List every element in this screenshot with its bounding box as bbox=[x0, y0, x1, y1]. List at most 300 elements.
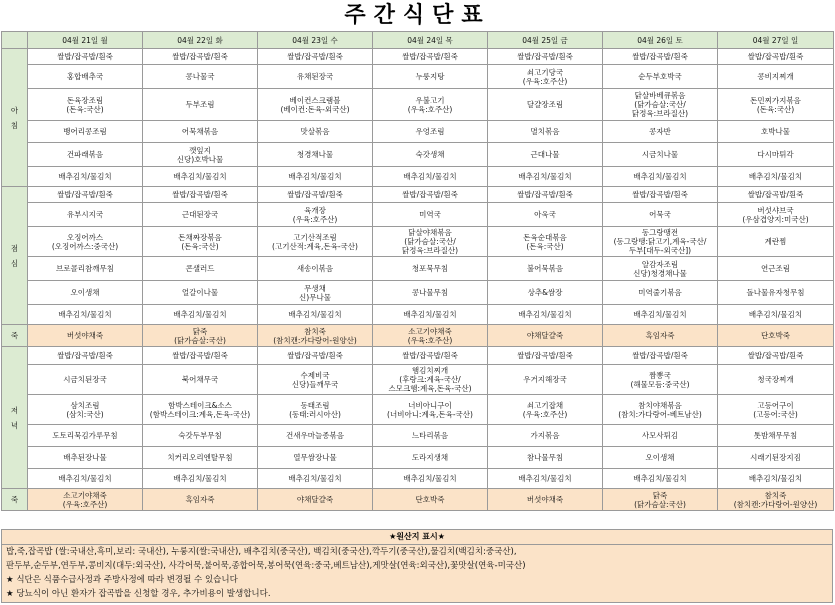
menu-cell bbox=[373, 187, 488, 203]
menu-cell bbox=[373, 447, 488, 469]
meal-label bbox=[2, 49, 28, 187]
menu-row bbox=[2, 121, 834, 143]
menu-item: (우육:호주산) bbox=[292, 214, 338, 224]
menu-cell bbox=[143, 257, 258, 281]
menu-item: (참치:가다랑어-베트남산) bbox=[618, 409, 702, 419]
menu-item: (우육:호주산) bbox=[62, 499, 108, 509]
menu-item: 돈민찌가지볶음 bbox=[750, 95, 801, 105]
menu-cell bbox=[28, 469, 143, 489]
menu-item: 유채된장국 bbox=[296, 72, 334, 81]
menu-cell bbox=[488, 89, 603, 121]
menu-cell bbox=[488, 325, 603, 347]
menu-cell bbox=[718, 187, 834, 203]
menu-cell bbox=[488, 469, 603, 489]
menu-item: 배추된장나물 bbox=[63, 453, 107, 462]
menu-table bbox=[1, 31, 834, 511]
menu-cell bbox=[258, 325, 373, 347]
menu-cell bbox=[143, 89, 258, 121]
menu-item: 미역줄기볶음 bbox=[638, 288, 682, 297]
menu-item: (닭가슴살:국산) bbox=[634, 499, 686, 509]
menu-item: 쌀밥/잡곡밥/흰죽 bbox=[632, 190, 688, 199]
menu-cell bbox=[258, 65, 373, 89]
menu-cell bbox=[373, 167, 488, 187]
menu-cell bbox=[488, 49, 603, 65]
menu-item: 너비아니구이 bbox=[408, 400, 452, 410]
menu-cell bbox=[603, 65, 718, 89]
menu-cell bbox=[28, 65, 143, 89]
menu-cell bbox=[488, 395, 603, 425]
menu-cell bbox=[718, 49, 834, 65]
menu-item: 브로콜리참깨무침 bbox=[56, 264, 114, 273]
menu-cell bbox=[488, 203, 603, 227]
menu-cell bbox=[258, 305, 373, 325]
menu-item: 숙갓생채 bbox=[415, 150, 445, 159]
menu-cell bbox=[718, 325, 834, 347]
menu-item: 삼치조림 bbox=[70, 400, 100, 410]
day-header: 04월 27일 일 bbox=[718, 32, 834, 49]
menu-item: 오징어까스 bbox=[66, 232, 104, 242]
menu-cell bbox=[28, 305, 143, 325]
menu-cell bbox=[373, 325, 488, 347]
menu-item: 단호박죽 bbox=[415, 495, 445, 504]
menu-cell bbox=[143, 395, 258, 425]
menu-cell bbox=[718, 469, 834, 489]
menu-item: 아욱국 bbox=[534, 210, 556, 219]
menu-row bbox=[2, 395, 834, 425]
menu-item: 쌀밥/잡곡밥/흰죽 bbox=[402, 351, 458, 360]
notes-line: ★ 당뇨식이 아닌 환자가 잡곡밥을 신청할 경우, 추가비용이 발생합니다. bbox=[6, 589, 271, 599]
menu-item: 어묵국 bbox=[649, 210, 671, 219]
menu-cell bbox=[258, 257, 373, 281]
meal-label bbox=[2, 325, 28, 347]
menu-item: 불어묵볶음 bbox=[526, 264, 564, 273]
menu-cell bbox=[258, 187, 373, 203]
menu-item: 배추김치/물김치 bbox=[633, 172, 687, 181]
menu-cell bbox=[373, 469, 488, 489]
menu-item: 오이생채 bbox=[645, 453, 675, 462]
menu-cell bbox=[488, 167, 603, 187]
origin-notes bbox=[1, 529, 833, 603]
menu-row bbox=[2, 305, 834, 325]
menu-cell bbox=[28, 121, 143, 143]
menu-row bbox=[2, 447, 834, 469]
menu-item: 배추김치/물김치 bbox=[748, 310, 803, 319]
menu-item: 배추김치/물김치 bbox=[403, 474, 457, 483]
day-header: 04월 21일 월 bbox=[28, 32, 143, 49]
menu-cell bbox=[488, 305, 603, 325]
menu-item: 쌀밥/잡곡밥/흰죽 bbox=[402, 52, 458, 61]
menu-cell bbox=[603, 143, 718, 167]
menu-cell bbox=[488, 121, 603, 143]
menu-item: 배추김치/물김치 bbox=[403, 310, 457, 319]
menu-item: 돌나물유자청무침 bbox=[746, 288, 805, 297]
menu-item: (고기산적:계육,돈육-국산) bbox=[272, 241, 358, 251]
menu-cell bbox=[373, 203, 488, 227]
menu-cell bbox=[603, 469, 718, 489]
menu-cell bbox=[603, 425, 718, 447]
menu-item: 청국장찌개 bbox=[757, 375, 794, 384]
menu-cell bbox=[488, 227, 603, 257]
menu-cell bbox=[258, 49, 373, 65]
corner-cell bbox=[2, 32, 28, 49]
menu-item: 시래기된장지짐 bbox=[750, 453, 801, 462]
menu-item: 동태조림 bbox=[300, 400, 330, 410]
menu-cell bbox=[718, 65, 834, 89]
menu-item: 시금치나물 bbox=[641, 150, 679, 159]
menu-cell bbox=[143, 425, 258, 447]
menu-cell bbox=[603, 365, 718, 395]
menu-cell bbox=[488, 447, 603, 469]
menu-item: (함박스테이크:계육,돈육-국산) bbox=[149, 409, 251, 419]
menu-item: 쌀밥/잡곡밥/흰죽 bbox=[747, 52, 804, 61]
menu-cell bbox=[718, 89, 834, 121]
menu-cell bbox=[143, 305, 258, 325]
menu-item: 어묵채볶음 bbox=[181, 127, 219, 136]
menu-item: 흑임자죽 bbox=[185, 495, 215, 504]
menu-item: 배추김치/물김치 bbox=[288, 474, 342, 483]
menu-cell bbox=[143, 143, 258, 167]
menu-cell bbox=[373, 281, 488, 305]
menu-item: 배추김치/물김치 bbox=[58, 474, 112, 483]
page-title: 주간식단표 bbox=[344, 3, 491, 28]
menu-cell bbox=[28, 447, 143, 469]
notes-heading: ★원산지 표시★ bbox=[2, 530, 832, 545]
menu-item: 고등어구이 bbox=[757, 400, 794, 410]
menu-item: 콩자반 bbox=[649, 127, 671, 136]
menu-cell bbox=[258, 281, 373, 305]
menu-item: 닭죽 bbox=[652, 490, 668, 500]
menu-item: (우육:호주산) bbox=[407, 335, 453, 345]
menu-item: 돈채짜장볶음 bbox=[178, 232, 222, 242]
menu-cell bbox=[373, 489, 488, 511]
menu-item: 청경채나물 bbox=[296, 150, 334, 159]
menu-item: 스모크햄:계육,돈육-국산) bbox=[388, 384, 472, 393]
menu-cell bbox=[143, 49, 258, 65]
menu-cell bbox=[603, 257, 718, 281]
menu-cell bbox=[143, 469, 258, 489]
menu-item: 닭살바베큐볶음 bbox=[634, 91, 686, 100]
menu-cell bbox=[258, 469, 373, 489]
menu-cell bbox=[718, 347, 834, 365]
menu-item: 호박나물 bbox=[761, 127, 790, 136]
menu-item: 청포묵무침 bbox=[411, 264, 449, 273]
menu-cell bbox=[28, 49, 143, 65]
menu-item: 수제비국 bbox=[300, 370, 330, 380]
menu-cell bbox=[488, 257, 603, 281]
menu-item: 배추김치/물김치 bbox=[173, 474, 227, 483]
menu-cell bbox=[718, 489, 834, 511]
menu-cell bbox=[718, 257, 834, 281]
menu-cell bbox=[373, 49, 488, 65]
menu-item: 버섯샤브국 bbox=[757, 205, 794, 215]
menu-cell bbox=[488, 187, 603, 203]
menu-item: 쌀밥/잡곡밥/흰죽 bbox=[172, 190, 228, 199]
menu-item: 쌀밥/잡곡밥/흰죽 bbox=[287, 190, 343, 199]
menu-cell bbox=[603, 489, 718, 511]
menu-item: 짬뽕국 bbox=[649, 370, 671, 380]
menu-item: 참치야채볶음 bbox=[638, 400, 682, 410]
day-header: 04월 25일 금 bbox=[488, 32, 603, 49]
menu-item: 콩나물무침 bbox=[411, 288, 449, 297]
menu-item: (우육:호주산) bbox=[522, 76, 568, 86]
menu-item: (동태:러시아산) bbox=[289, 409, 341, 419]
notes-line: 밥,죽,잡곡밥 (쌀:국내산,흑미,보리: 국내산), 누룽지(쌀:국내산), 배추김치(중국산), 백김치(중국산),깍두기(중국산),물김치(백김치:중국산), bbox=[6, 547, 517, 557]
menu-item: 새송이볶음 bbox=[296, 264, 334, 273]
menu-item: 뱅어리콩조림 bbox=[63, 127, 107, 136]
menu-item: 쌀밥/잡곡밥/흰죽 bbox=[517, 351, 573, 360]
menu-item: 베이컨스크램블 bbox=[289, 95, 341, 105]
menu-cell bbox=[143, 121, 258, 143]
meal-label-text: 죽 bbox=[10, 495, 19, 504]
menu-item: (우육:호주산) bbox=[522, 409, 568, 419]
menu-item: (우육:호주산) bbox=[407, 104, 453, 114]
menu-item: 야채달걀죽 bbox=[526, 331, 564, 340]
menu-cell bbox=[603, 305, 718, 325]
menu-item: 쌀밥/잡곡밥/흰죽 bbox=[747, 190, 804, 199]
menu-item: 버섯야채죽 bbox=[66, 331, 104, 340]
menu-cell bbox=[373, 143, 488, 167]
meal-label-text: 죽 bbox=[10, 331, 19, 340]
meal-label bbox=[2, 187, 28, 325]
menu-item: 쌀밥/잡곡밥/흰죽 bbox=[402, 190, 458, 199]
menu-item: 깻잎지 bbox=[189, 145, 211, 155]
menu-item: 유부시지국 bbox=[66, 210, 104, 219]
menu-item: 근대된장국 bbox=[181, 210, 219, 219]
menu-cell bbox=[143, 347, 258, 365]
menu-item: (베이컨:돈육-외국산) bbox=[280, 104, 350, 114]
menu-cell bbox=[373, 257, 488, 281]
menu-item: 신당)들깨무국 bbox=[291, 379, 339, 389]
menu-cell bbox=[258, 347, 373, 365]
menu-item: 배추김치/물김치 bbox=[633, 474, 687, 483]
menu-cell bbox=[28, 425, 143, 447]
menu-item: 배추김치/물김치 bbox=[633, 310, 687, 319]
header-row bbox=[2, 32, 834, 49]
menu-cell bbox=[28, 489, 143, 511]
menu-cell bbox=[373, 347, 488, 365]
menu-cell bbox=[143, 227, 258, 257]
menu-cell bbox=[603, 187, 718, 203]
menu-item: 맛살볶음 bbox=[300, 127, 330, 136]
menu-item: 배추김치/물김치 bbox=[748, 172, 803, 181]
menu-item: 도라지생채 bbox=[411, 453, 449, 462]
menu-cell bbox=[603, 121, 718, 143]
menu-row bbox=[2, 49, 834, 65]
menu-item: (참치캔:가다랑어-원양산) bbox=[273, 335, 357, 345]
menu-item: 단호박죽 bbox=[761, 331, 790, 340]
menu-item: 두부[대두-외국산]) bbox=[628, 246, 692, 255]
menu-item: (닭가슴살:국산/ bbox=[634, 100, 686, 109]
menu-row bbox=[2, 167, 834, 187]
menu-item: 다시마튀각 bbox=[757, 150, 794, 159]
menu-cell bbox=[143, 281, 258, 305]
menu-item: 시금치된장국 bbox=[63, 375, 107, 384]
menu-cell bbox=[603, 203, 718, 227]
menu-item: 쌀밥/잡곡밥/흰죽 bbox=[517, 52, 573, 61]
menu-item: 쌀밥/잡곡밥/흰죽 bbox=[172, 52, 228, 61]
menu-cell bbox=[603, 325, 718, 347]
menu-item: 배추김치/물김치 bbox=[58, 310, 112, 319]
notes-line: ★ 식단은 식품수급사정과 주방사정에 따라 변경될 수 있습니다 bbox=[6, 575, 238, 585]
menu-item: 함박스테이크&소스 bbox=[168, 400, 232, 410]
menu-item: 배추김치/물김치 bbox=[173, 172, 227, 181]
menu-item: 배추김치/물김치 bbox=[58, 172, 112, 181]
menu-item: 닭살야채볶음 bbox=[408, 228, 452, 237]
menu-item: 콘샐러드 bbox=[185, 264, 215, 273]
menu-item: 닭정육:브라질산) bbox=[631, 109, 689, 118]
menu-row bbox=[2, 89, 834, 121]
menu-cell bbox=[718, 395, 834, 425]
menu-item: 배추김치/물김치 bbox=[288, 310, 342, 319]
menu-item: 참치죽 bbox=[764, 490, 787, 500]
menu-item: 야채달걀죽 bbox=[296, 495, 334, 504]
menu-item: 알감자조림 bbox=[641, 259, 679, 269]
menu-cell bbox=[603, 347, 718, 365]
menu-item: 배추김치/물김치 bbox=[748, 474, 803, 483]
menu-cell bbox=[28, 365, 143, 395]
menu-item: 치커리오리엔탈무침 bbox=[167, 453, 233, 462]
menu-cell bbox=[718, 281, 834, 305]
meal-label bbox=[2, 347, 28, 489]
menu-item: 소고기야채죽 bbox=[63, 490, 107, 500]
menu-cell bbox=[488, 365, 603, 395]
menu-item: 건파래볶음 bbox=[66, 150, 104, 159]
menu-cell bbox=[718, 167, 834, 187]
menu-cell bbox=[718, 447, 834, 469]
menu-cell bbox=[28, 227, 143, 257]
menu-item: 멸치볶음 bbox=[530, 127, 560, 136]
menu-item: 신당)청경채나물 bbox=[633, 268, 687, 278]
menu-cell bbox=[143, 203, 258, 227]
menu-item: 느타리볶음 bbox=[411, 431, 449, 440]
menu-cell bbox=[373, 65, 488, 89]
menu-item: 상추&쌈장 bbox=[527, 288, 563, 297]
menu-item: 달걀장조림 bbox=[526, 100, 564, 109]
menu-item: 배추김치/물김치 bbox=[403, 172, 457, 181]
menu-cell bbox=[373, 425, 488, 447]
menu-item: 숙갓두부무침 bbox=[178, 431, 222, 440]
menu-cell bbox=[373, 227, 488, 257]
menu-row bbox=[2, 365, 834, 395]
menu-item: (고등어:국산) bbox=[753, 409, 798, 419]
menu-item: 신)무나물 bbox=[299, 292, 331, 302]
menu-cell bbox=[488, 65, 603, 89]
menu-item: (후랑크:계육-국산/ bbox=[399, 375, 461, 384]
menu-item: (돈육:국산) bbox=[756, 104, 795, 114]
menu-item: (닭가슴살:국산/ bbox=[404, 237, 456, 246]
menu-item: 가지볶음 bbox=[530, 431, 560, 440]
menu-item: 쌀밥/잡곡밥/흰죽 bbox=[287, 52, 343, 61]
menu-item: 쇠고기잡채 bbox=[526, 400, 564, 410]
menu-cell bbox=[373, 121, 488, 143]
menu-item: 계란찜 bbox=[764, 237, 787, 246]
menu-item: 동그랑땡전 bbox=[641, 228, 679, 237]
day-header: 04월 22일 화 bbox=[143, 32, 258, 49]
menu-item: 근대나물 bbox=[530, 150, 560, 159]
menu-cell bbox=[603, 395, 718, 425]
menu-row bbox=[2, 203, 834, 227]
menu-item: (삼치:국산) bbox=[66, 409, 104, 419]
menu-row bbox=[2, 227, 834, 257]
menu-item: 홍합배추국 bbox=[66, 72, 104, 81]
menu-item: 연근조림 bbox=[761, 264, 790, 273]
menu-cell bbox=[718, 121, 834, 143]
menu-item: 쌀밥/잡곡밥/흰죽 bbox=[172, 351, 228, 360]
menu-item: 돈육장조림 bbox=[66, 95, 104, 105]
day-header: 04월 26일 토 bbox=[603, 32, 718, 49]
menu-row bbox=[2, 257, 834, 281]
menu-cell bbox=[603, 49, 718, 65]
menu-item: 배추김치/물김치 bbox=[173, 310, 227, 319]
menu-cell bbox=[373, 305, 488, 325]
menu-item: (우삼겹양지:미국산) bbox=[742, 214, 809, 224]
menu-item: 고기산적조림 bbox=[293, 232, 337, 242]
menu-item: (동그랑땡:닭고기,계육-국산/ bbox=[613, 237, 707, 246]
menu-row bbox=[2, 425, 834, 447]
menu-cell bbox=[373, 89, 488, 121]
menu-cell bbox=[488, 143, 603, 167]
menu-cell bbox=[488, 489, 603, 511]
menu-item: (너비아니:계육,돈육-국산) bbox=[387, 409, 473, 419]
menu-row bbox=[2, 281, 834, 305]
menu-cell bbox=[258, 425, 373, 447]
menu-cell bbox=[143, 187, 258, 203]
menu-item: 누룽지탕 bbox=[415, 72, 445, 81]
menu-cell bbox=[28, 281, 143, 305]
menu-cell bbox=[143, 167, 258, 187]
menu-item: 버섯야채죽 bbox=[526, 495, 564, 504]
menu-item: 사모사튀김 bbox=[641, 431, 679, 440]
menu-cell bbox=[603, 89, 718, 121]
menu-cell bbox=[28, 143, 143, 167]
menu-item: (해물모듬:중국산) bbox=[630, 379, 690, 389]
day-header: 04월 23일 수 bbox=[258, 32, 373, 49]
notes-line: 판두부,순두부,연두부,콩비지(대두:외국산), 사각어묵,불어묵,종합어묵,봉어묵(연육:중국,베트남산),게맛살(연육:외국산),꽃맛살(연육-미국산) bbox=[6, 561, 526, 571]
menu-cell bbox=[718, 143, 834, 167]
menu-item: (돈육:국산) bbox=[181, 241, 219, 251]
menu-item: 우거지해장국 bbox=[523, 375, 567, 384]
menu-cell bbox=[143, 447, 258, 469]
menu-item: 미역국 bbox=[419, 210, 441, 219]
menu-item: 우엉조림 bbox=[415, 127, 445, 136]
menu-cell bbox=[718, 305, 834, 325]
menu-cell bbox=[143, 489, 258, 511]
menu-item: 참나물무침 bbox=[526, 453, 564, 462]
menu-cell bbox=[603, 167, 718, 187]
menu-item: 쌀밥/잡곡밥/흰죽 bbox=[57, 351, 113, 360]
menu-cell bbox=[488, 347, 603, 365]
menu-cell bbox=[258, 167, 373, 187]
meal-label-text: 저녁 bbox=[10, 405, 19, 430]
menu-row bbox=[2, 143, 834, 167]
menu-row bbox=[2, 489, 834, 511]
menu-cell bbox=[143, 365, 258, 395]
menu-cell bbox=[718, 425, 834, 447]
menu-cell bbox=[28, 167, 143, 187]
menu-cell bbox=[258, 447, 373, 469]
menu-item: 배추김치/물김치 bbox=[288, 172, 342, 181]
meal-label-text: 점심 bbox=[10, 243, 19, 268]
menu-cell bbox=[488, 281, 603, 305]
menu-cell bbox=[373, 395, 488, 425]
menu-item: 북어채무국 bbox=[181, 375, 219, 384]
menu-cell bbox=[28, 89, 143, 121]
menu-item: 쌀밥/잡곡밥/흰죽 bbox=[287, 351, 343, 360]
menu-cell bbox=[28, 347, 143, 365]
menu-row bbox=[2, 65, 834, 89]
menu-cell bbox=[718, 227, 834, 257]
menu-cell bbox=[258, 227, 373, 257]
